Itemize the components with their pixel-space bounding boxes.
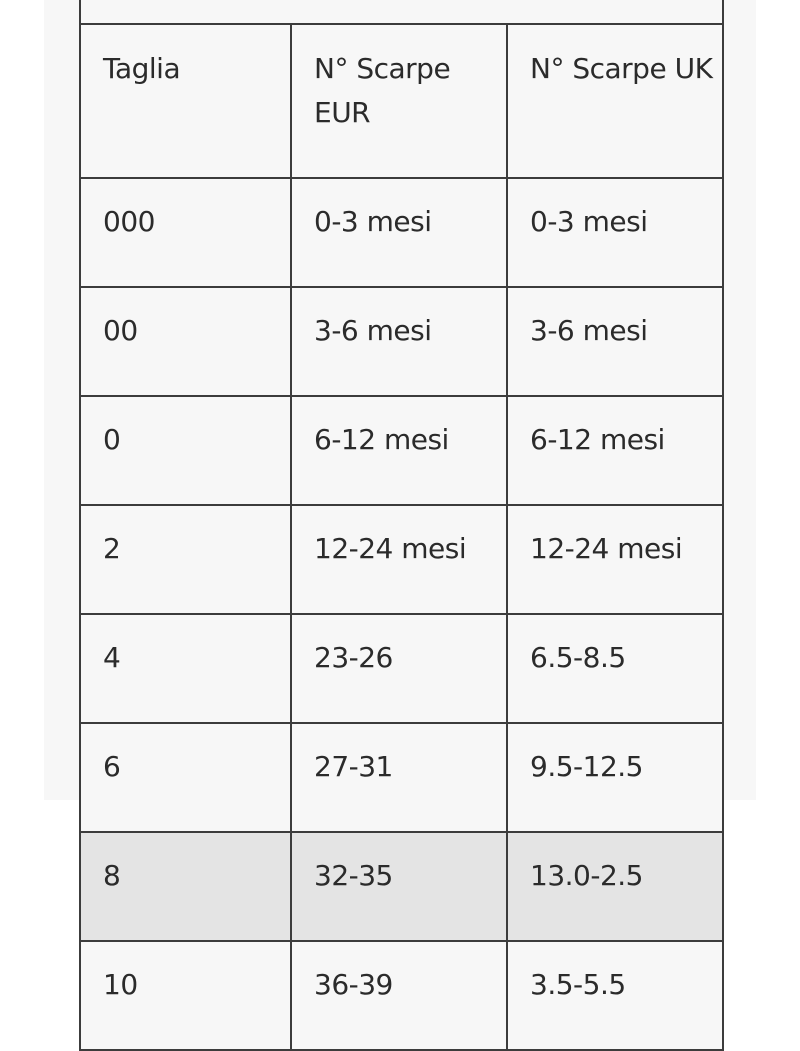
header-label: N° Scarpe UK: [530, 52, 713, 85]
table-row: [80, 614, 723, 723]
cell-eur: 32-35: [291, 832, 507, 941]
cell-uk: 6.5-8.5: [507, 614, 723, 723]
table-caption-cell: [80, 0, 723, 24]
header-label: Taglia: [103, 52, 181, 85]
cell-eur: 36-39: [291, 941, 507, 1050]
table-row: [80, 505, 723, 614]
table-row: [80, 178, 723, 287]
cell-uk: 6-12 mesi: [507, 396, 723, 505]
cell-uk: 0-3 mesi: [507, 178, 723, 287]
header-cell-uk: [507, 24, 723, 178]
cell-taglia: 10: [80, 941, 291, 1050]
cell-taglia: 00: [80, 287, 291, 396]
table-row: [80, 396, 723, 505]
cell-uk: 12-24 mesi: [507, 505, 723, 614]
cell-eur: 12-24 mesi: [291, 505, 507, 614]
table-caption-row: [80, 0, 723, 24]
header-label: N° Scarpe EUR: [314, 52, 451, 129]
cell-taglia: 4: [80, 614, 291, 723]
cell-eur: 23-26: [291, 614, 507, 723]
cell-taglia: 8: [80, 832, 291, 941]
cell-taglia: 000: [80, 178, 291, 287]
cell-taglia: 6: [80, 723, 291, 832]
cell-taglia: 2: [80, 505, 291, 614]
table-row: [80, 287, 723, 396]
page-margin-right: [756, 0, 800, 800]
cell-uk: 9.5-12.5: [507, 723, 723, 832]
table-row: [80, 941, 723, 1050]
page-margin-left: [0, 0, 44, 800]
size-conversion-table: [79, 0, 724, 1051]
table-row-highlighted: [80, 832, 723, 941]
header-cell-taglia: [80, 24, 291, 178]
header-cell-eur: [291, 24, 507, 178]
table-row: [80, 723, 723, 832]
cell-eur: 3-6 mesi: [291, 287, 507, 396]
cell-eur: 6-12 mesi: [291, 396, 507, 505]
cell-uk: 13.0-2.5: [507, 832, 723, 941]
cell-uk: 3.5-5.5: [507, 941, 723, 1050]
cell-taglia: 0: [80, 396, 291, 505]
content-panel: [44, 0, 756, 1001]
cell-uk: 3-6 mesi: [507, 287, 723, 396]
cell-eur: 27-31: [291, 723, 507, 832]
table-header-row: [80, 24, 723, 178]
cell-eur: 0-3 mesi: [291, 178, 507, 287]
